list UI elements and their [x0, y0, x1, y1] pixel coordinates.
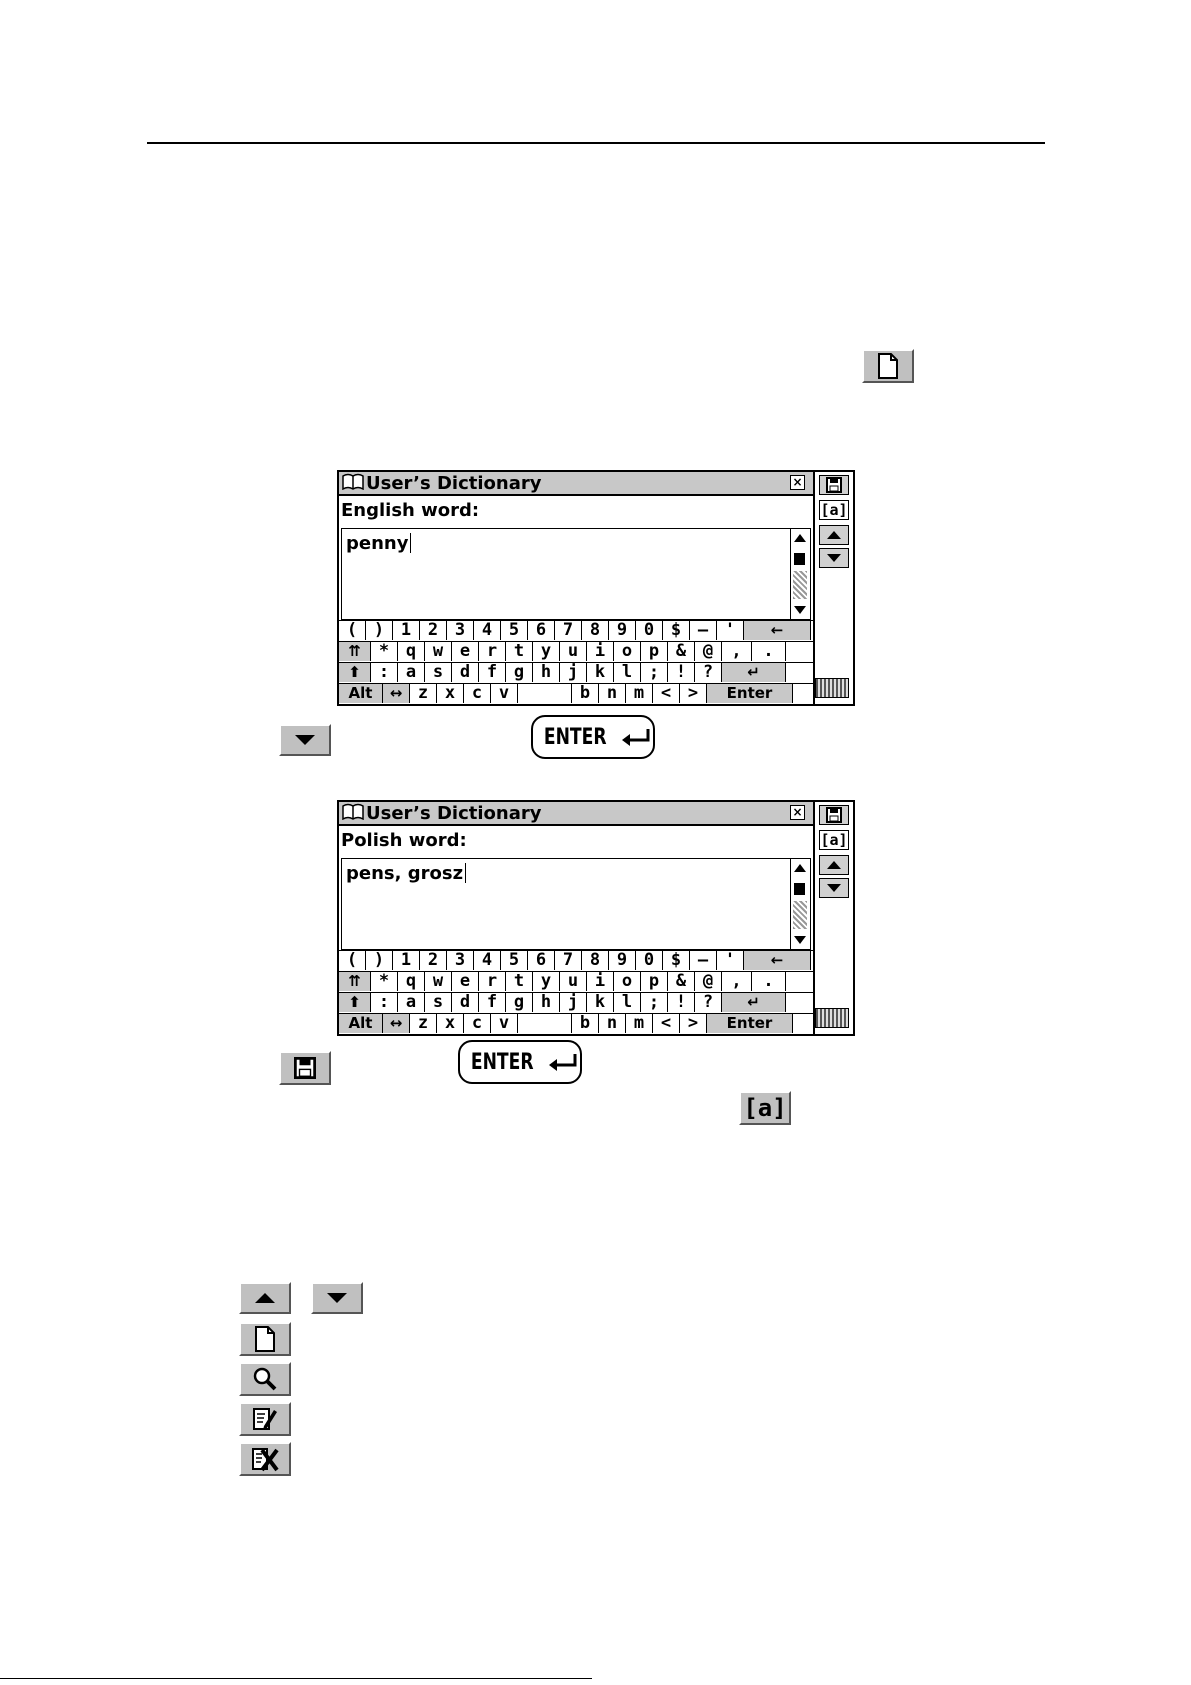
key-9[interactable]: 8: [582, 951, 609, 970]
side-toolbar: [813, 472, 853, 704]
down-arrow-icon: [827, 884, 841, 892]
down-button[interactable]: [279, 724, 331, 756]
up-arrow-icon: [255, 1293, 275, 1303]
scroll-up-icon[interactable]: [791, 860, 809, 876]
key-7[interactable]: 6: [528, 621, 555, 640]
key-10[interactable]: o: [614, 642, 641, 661]
key-1[interactable]: :: [371, 993, 398, 1012]
keyboard-row-1: [339, 950, 813, 971]
new-entry-button[interactable]: [239, 1322, 291, 1356]
key-10[interactable]: l: [614, 663, 641, 682]
vertical-scrollbar[interactable]: [790, 859, 810, 949]
key-15[interactable]: .: [752, 972, 786, 991]
keyboard-icon[interactable]: [815, 678, 849, 698]
key-1[interactable]: ): [366, 621, 393, 640]
floppy-disk-icon: [294, 1057, 316, 1079]
key-4[interactable]: c: [464, 684, 491, 703]
scroll-down-icon[interactable]: [791, 602, 809, 618]
scroll-up-icon[interactable]: [791, 530, 809, 546]
keyboard-icon[interactable]: [815, 1008, 849, 1028]
word-input[interactable]: [341, 528, 811, 620]
keyboard-row-3: [339, 992, 813, 1013]
field-label: English word:: [341, 500, 480, 521]
search-button[interactable]: [239, 1362, 291, 1396]
save-button-large[interactable]: [279, 1051, 331, 1085]
key-12[interactable]: Enter: [707, 1014, 793, 1033]
down-arrow-icon: [327, 1293, 347, 1303]
new-document-icon: [876, 353, 900, 379]
key-3[interactable]: w: [425, 972, 452, 991]
key-1[interactable]: ↔: [383, 684, 410, 703]
keyboard-row-2: [339, 971, 813, 992]
scroll-track[interactable]: [793, 571, 807, 599]
key-6[interactable]: g: [506, 993, 533, 1012]
close-button[interactable]: ×: [790, 805, 805, 820]
key-14[interactable]: ,: [722, 972, 752, 991]
delete-icon: [251, 1446, 279, 1472]
enter-key-2[interactable]: [458, 1040, 582, 1084]
key-9[interactable]: m: [626, 1014, 653, 1033]
new-document-icon: [253, 1326, 277, 1352]
input-mode-button[interactable]: [a]: [820, 501, 848, 519]
key-15[interactable]: .: [752, 642, 786, 661]
key-4[interactable]: c: [464, 1014, 491, 1033]
window-title: User’s Dictionary: [366, 472, 542, 494]
key-8[interactable]: u: [560, 972, 587, 991]
key-15[interactable]: ←: [744, 951, 811, 970]
key-11[interactable]: >: [680, 684, 707, 703]
key-14[interactable]: ,: [722, 642, 752, 661]
key-3[interactable]: 2: [420, 951, 447, 970]
key-13[interactable]: ?: [695, 993, 722, 1012]
key-3[interactable]: x: [437, 684, 464, 703]
key-2[interactable]: z: [410, 1014, 437, 1033]
key-13[interactable]: @: [695, 642, 722, 661]
magnifier-icon: [252, 1366, 278, 1392]
keyboard-row-4: [339, 1013, 813, 1034]
key-9[interactable]: k: [587, 663, 614, 682]
key-11[interactable]: 0: [636, 621, 663, 640]
key-8[interactable]: n: [599, 684, 626, 703]
key-8[interactable]: 7: [555, 621, 582, 640]
key-13[interactable]: –: [690, 951, 717, 970]
scroll-down-icon[interactable]: [791, 932, 809, 948]
up-arrow-icon: [827, 531, 841, 539]
key-13[interactable]: –: [690, 621, 717, 640]
key-0[interactable]: ⇈: [339, 642, 371, 661]
key-4[interactable]: 3: [447, 621, 474, 640]
key-9[interactable]: i: [587, 972, 614, 991]
key-5[interactable]: 4: [474, 951, 501, 970]
edit-icon: [252, 1406, 278, 1432]
on-screen-keyboard: [339, 620, 813, 704]
key-2[interactable]: q: [398, 972, 425, 991]
key-10[interactable]: o: [614, 972, 641, 991]
key-8[interactable]: j: [560, 993, 587, 1012]
key-5[interactable]: r: [479, 642, 506, 661]
key-2[interactable]: a: [398, 993, 425, 1012]
keyboard-row-1: [339, 620, 813, 641]
key-0[interactable]: Alt: [339, 684, 383, 703]
down-arrow-icon: [295, 735, 315, 745]
save-button[interactable]: [819, 475, 849, 495]
word-input-value: pens, grosz: [346, 863, 466, 884]
enter-key-label: ENTER: [470, 1049, 534, 1075]
key-11[interactable]: >: [680, 1014, 707, 1033]
key-11[interactable]: ;: [641, 663, 668, 682]
key-11[interactable]: ;: [641, 993, 668, 1012]
edit-button[interactable]: [239, 1402, 291, 1436]
key-1[interactable]: *: [371, 642, 398, 661]
key-9[interactable]: 8: [582, 621, 609, 640]
key-0[interactable]: (: [339, 621, 366, 640]
key-14[interactable]: ': [717, 621, 744, 640]
key-11[interactable]: 0: [636, 951, 663, 970]
key-7[interactable]: h: [533, 993, 560, 1012]
key-12[interactable]: Enter: [707, 684, 793, 703]
key-10[interactable]: 9: [609, 621, 636, 640]
enter-arrow-icon: [548, 1053, 578, 1071]
key-5[interactable]: v: [491, 684, 518, 703]
key-4[interactable]: e: [452, 642, 479, 661]
up-arrow-icon: [827, 861, 841, 869]
key-11[interactable]: p: [641, 642, 668, 661]
key-1[interactable]: :: [371, 663, 398, 682]
window-titlebar: [339, 472, 813, 496]
key-5[interactable]: f: [479, 993, 506, 1012]
key-2[interactable]: a: [398, 663, 425, 682]
key-6[interactable]: t: [506, 972, 533, 991]
scroll-down-button[interactable]: [819, 548, 849, 568]
key-5[interactable]: v: [491, 1014, 518, 1033]
keyboard-row-2: [339, 641, 813, 662]
key-7[interactable]: b: [572, 684, 599, 703]
key-3[interactable]: x: [437, 1014, 464, 1033]
key-13[interactable]: ?: [695, 663, 722, 682]
scroll-up-button[interactable]: [819, 855, 849, 875]
enter-arrow-icon: [621, 728, 651, 746]
key-7[interactable]: h: [533, 663, 560, 682]
key-3[interactable]: w: [425, 642, 452, 661]
key-0[interactable]: Alt: [339, 1014, 383, 1033]
save-button[interactable]: [819, 805, 849, 825]
key-8[interactable]: u: [560, 642, 587, 661]
key-6[interactable]: t: [506, 642, 533, 661]
key-1[interactable]: ↔: [383, 1014, 410, 1033]
key-1[interactable]: ): [366, 951, 393, 970]
key-10[interactable]: 9: [609, 951, 636, 970]
delete-button[interactable]: [239, 1442, 291, 1476]
enter-key-1[interactable]: [531, 715, 655, 759]
key-9[interactable]: i: [587, 642, 614, 661]
key-14[interactable]: ': [717, 951, 744, 970]
key-5[interactable]: r: [479, 972, 506, 991]
key-12[interactable]: &: [668, 972, 695, 991]
key-5[interactable]: f: [479, 663, 506, 682]
floppy-disk-icon: [826, 477, 842, 493]
close-button[interactable]: ×: [790, 475, 805, 490]
floppy-disk-icon: [826, 807, 842, 823]
vertical-scrollbar[interactable]: [790, 529, 810, 619]
key-0[interactable]: (: [339, 951, 366, 970]
keyboard-row-3: [339, 662, 813, 683]
scroll-up-button[interactable]: [819, 525, 849, 545]
side-toolbar: [813, 802, 853, 1034]
key-2[interactable]: z: [410, 684, 437, 703]
key-9[interactable]: k: [587, 993, 614, 1012]
key-10[interactable]: l: [614, 993, 641, 1012]
key-2[interactable]: 1: [393, 951, 420, 970]
key-0[interactable]: ⬆: [339, 993, 371, 1012]
key-4[interactable]: d: [452, 663, 479, 682]
key-12[interactable]: $: [663, 951, 690, 970]
text-caret: [410, 533, 411, 553]
key-2[interactable]: q: [398, 642, 425, 661]
key-8[interactable]: 7: [555, 951, 582, 970]
key-6[interactable]: 5: [501, 951, 528, 970]
space-key[interactable]: [518, 1014, 572, 1033]
dictionary-screen-polish: [337, 800, 855, 1036]
footer-rule: [0, 1678, 592, 1679]
book-icon: [342, 802, 364, 825]
down-button-legend[interactable]: [311, 1282, 363, 1314]
scroll-track[interactable]: [793, 901, 807, 929]
key-8[interactable]: n: [599, 1014, 626, 1033]
key-12[interactable]: !: [668, 993, 695, 1012]
scroll-thumb[interactable]: [794, 553, 805, 565]
window-title: User’s Dictionary: [366, 802, 542, 824]
input-mode-button[interactable]: [a]: [820, 831, 848, 849]
word-input[interactable]: [341, 858, 811, 950]
key-2[interactable]: 1: [393, 621, 420, 640]
header-rule: [147, 142, 1045, 144]
book-icon: [342, 472, 364, 495]
key-4[interactable]: 3: [447, 951, 474, 970]
key-4[interactable]: e: [452, 972, 479, 991]
key-3[interactable]: s: [425, 663, 452, 682]
key-9[interactable]: m: [626, 684, 653, 703]
key-7[interactable]: b: [572, 1014, 599, 1033]
key-7[interactable]: y: [533, 972, 560, 991]
space-key[interactable]: [518, 684, 572, 703]
key-5[interactable]: 4: [474, 621, 501, 640]
key-12[interactable]: !: [668, 663, 695, 682]
key-12[interactable]: &: [668, 642, 695, 661]
key-3[interactable]: s: [425, 993, 452, 1012]
up-button[interactable]: [239, 1282, 291, 1314]
key-6[interactable]: 5: [501, 621, 528, 640]
key-7[interactable]: 6: [528, 951, 555, 970]
scroll-down-button[interactable]: [819, 878, 849, 898]
on-screen-keyboard: [339, 950, 813, 1034]
new-document-button[interactable]: [862, 349, 914, 383]
window-titlebar: [339, 802, 813, 826]
enter-key-label: ENTER: [543, 724, 607, 750]
key-0[interactable]: ⇈: [339, 972, 371, 991]
dictionary-screen-english: [337, 470, 855, 706]
key-3[interactable]: 2: [420, 621, 447, 640]
key-7[interactable]: y: [533, 642, 560, 661]
key-8[interactable]: j: [560, 663, 587, 682]
key-14[interactable]: ↵: [722, 993, 786, 1012]
field-label: Polish word:: [341, 830, 467, 851]
key-10[interactable]: <: [653, 1014, 680, 1033]
key-1[interactable]: *: [371, 972, 398, 991]
input-mode-button-large[interactable]: [a]: [739, 1091, 791, 1125]
key-11[interactable]: p: [641, 972, 668, 991]
key-14[interactable]: ↵: [722, 663, 786, 682]
key-6[interactable]: g: [506, 663, 533, 682]
down-arrow-icon: [827, 554, 841, 562]
keyboard-row-4: [339, 683, 813, 704]
text-caret: [465, 863, 466, 883]
key-4[interactable]: d: [452, 993, 479, 1012]
key-12[interactable]: $: [663, 621, 690, 640]
key-15[interactable]: ←: [744, 621, 811, 640]
scroll-thumb[interactable]: [794, 883, 805, 895]
key-0[interactable]: ⬆: [339, 663, 371, 682]
word-input-value: penny: [346, 533, 411, 554]
key-13[interactable]: @: [695, 972, 722, 991]
key-10[interactable]: <: [653, 684, 680, 703]
